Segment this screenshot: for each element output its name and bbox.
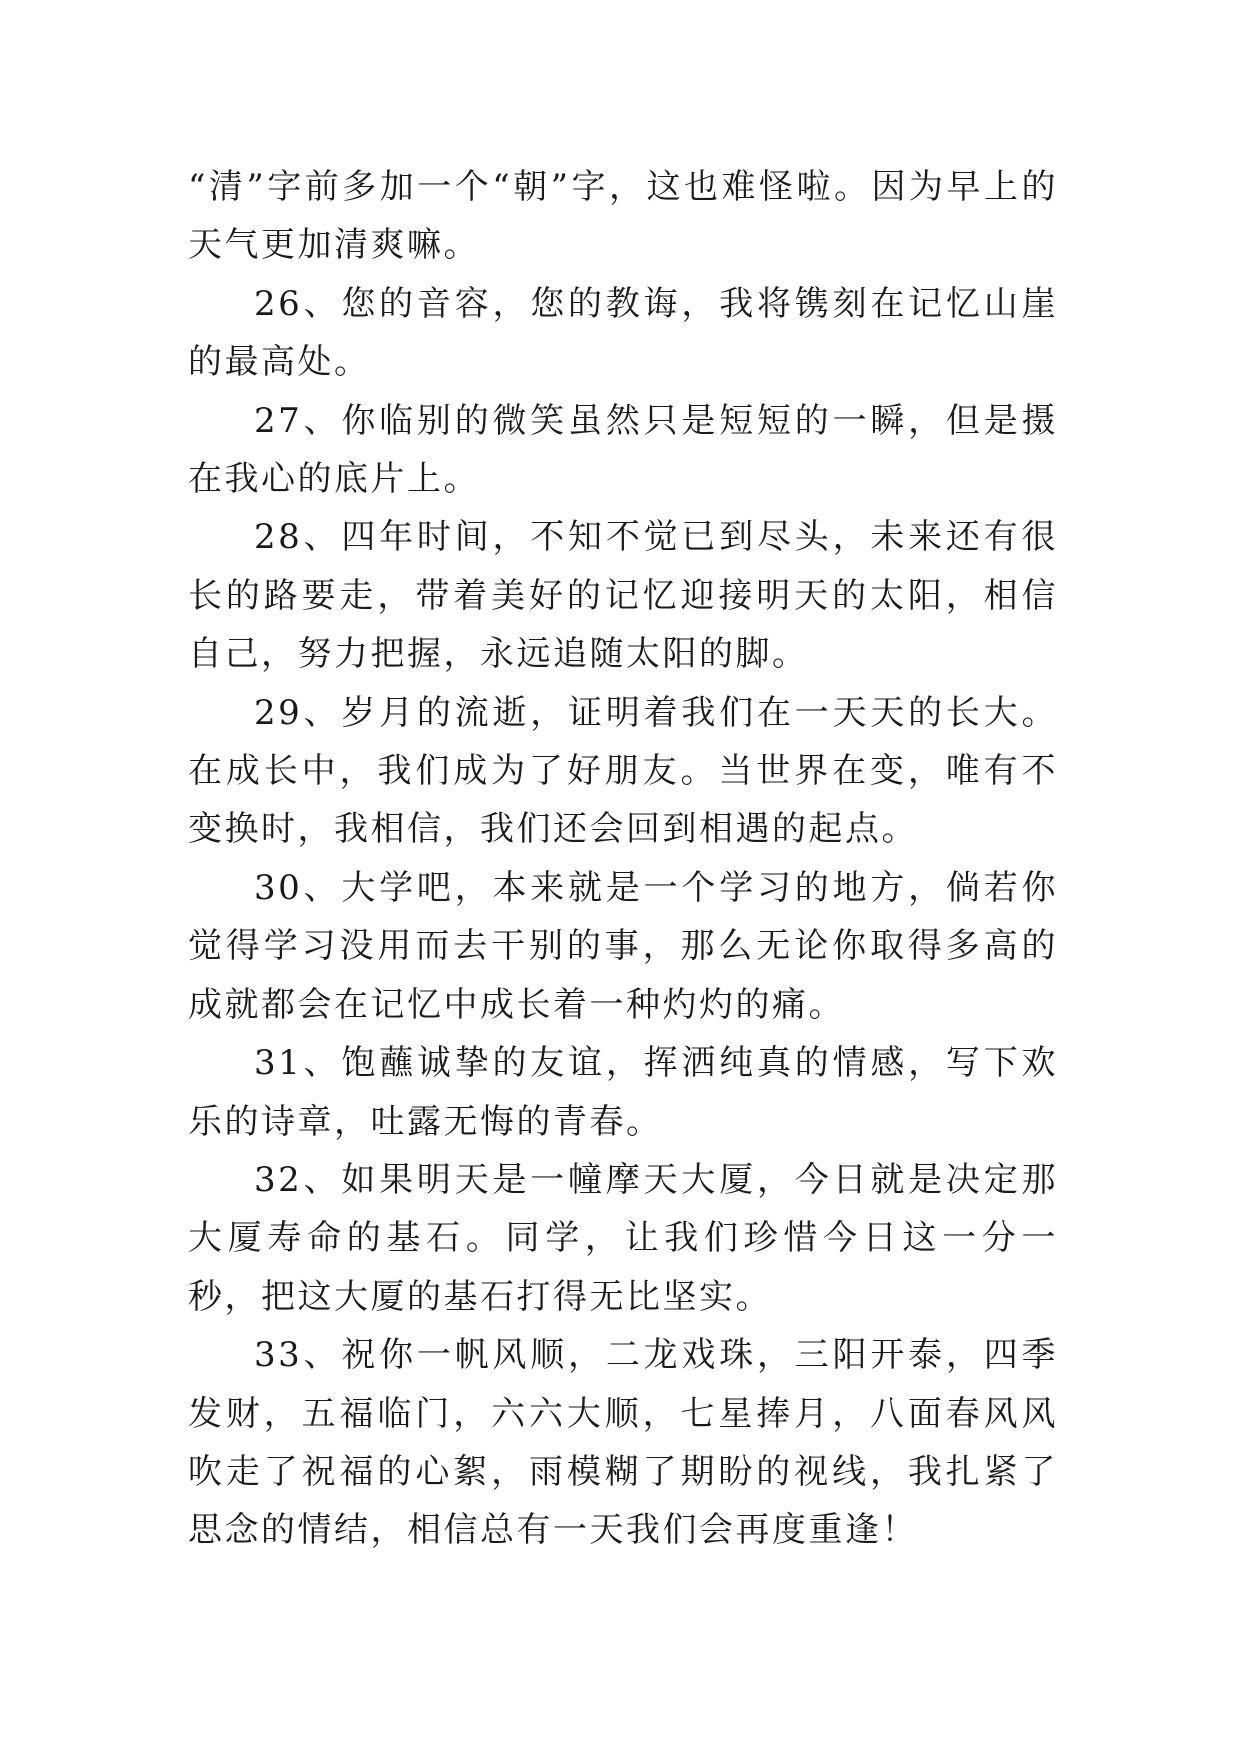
paragraph-30: 30、大学吧，本来就是一个学习的地方，倘若你觉得学习没用而去干别的事，那么无论你取得多高的成就都会在记忆中成长着一种灼灼的痛。: [188, 867, 1058, 1025]
paragraph-33: 33、祝你一帆风顺，二龙戏珠，三阳开泰，四季发财，五福临门，六六大顺，七星捧月，八面春风风吹走了祝福的心絮，雨模糊了期盼的视线，我扎紧了思念的情结，相信总有一天我们会再度重逢！: [188, 1335, 1058, 1551]
paragraph-26: 26、您的音容，您的教诲，我将镌刻在记忆山崖的最高处。: [188, 283, 1058, 383]
paragraph-29: 29、岁月的流逝，证明着我们在一天天的长大。在成长中，我们成为了好朋友。当世界在变，唯有不变换时，我相信，我们还会回到相遇的起点。: [188, 692, 1058, 850]
paragraph-27: 27、你临别的微笑虽然只是短短的一瞬，但是摄在我心的底片上。: [188, 400, 1058, 500]
paragraph-28: 28、四年时间，不知不觉已到尽头，未来还有很长的路要走，带着美好的记忆迎接明天的太阳，相信自己，努力把握，永远追随太阳的脚。: [188, 517, 1058, 675]
paragraph-continued: “清”字前多加一个“朝”字，这也难怪啦。因为早上的天气更加清爽嘛。: [188, 167, 1058, 266]
paragraph-32: 32、如果明天是一幢摩天大厦，今日就是决定那大厦寿命的基石。同学，让我们珍惜今日这一分一秒，把这大厦的基石打得无比坚实。: [188, 1159, 1058, 1317]
document-body: [188, 158, 1058, 1560]
paragraph-31: 31、饱蘸诚挚的友谊，挥洒纯真的情感，写下欢乐的诗章，吐露无悔的青春。: [188, 1043, 1058, 1142]
